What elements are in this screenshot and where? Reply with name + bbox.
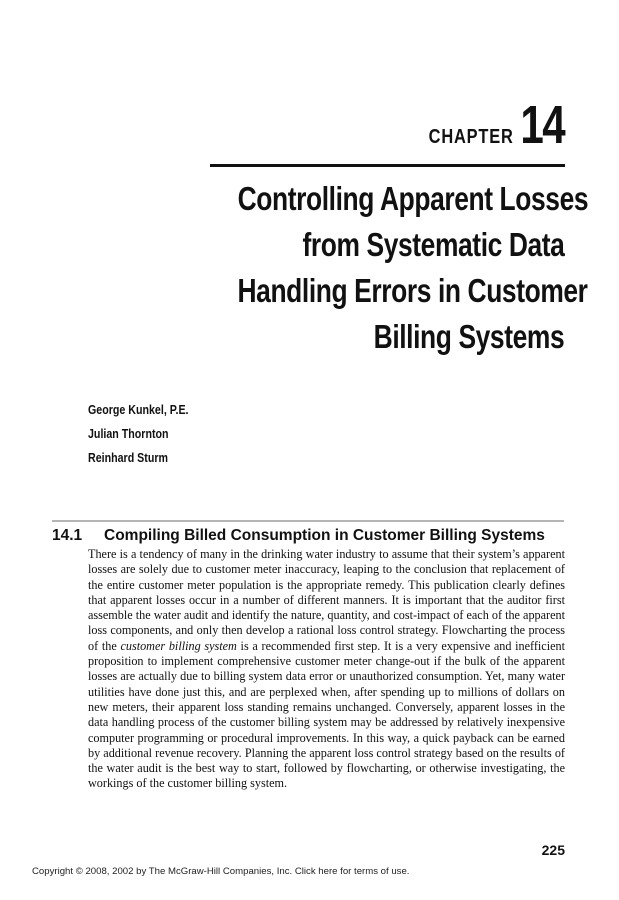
chapter-title-line: Handling Errors in Customer xyxy=(237,272,588,309)
section-title: Compiling Billed Consumption in Customer Billing Systems xyxy=(104,527,545,544)
section-rule xyxy=(52,520,564,522)
chapter-title xyxy=(150,176,589,360)
copyright-footer: Copyright © 2008, 2002 by The McGraw-Hill Companies, Inc. Click here for terms of use. xyxy=(32,866,410,877)
chapter-heading xyxy=(210,95,564,155)
chapter-title-line: from Systematic Data xyxy=(302,226,564,263)
chapter-number: 14 xyxy=(520,95,564,155)
terms-link[interactable]: Click here xyxy=(294,866,338,877)
author-name: Reinhard Sturm xyxy=(88,450,168,465)
author-name: Julian Thornton xyxy=(88,426,169,441)
chapter-title-line: Controlling Apparent Losses xyxy=(237,180,589,217)
chapter-label: CHAPTER xyxy=(428,126,514,148)
author-name: George Kunkel, P.E. xyxy=(88,402,189,417)
page-number: 225 xyxy=(541,842,565,858)
author-list xyxy=(88,400,211,472)
section-number: 14.1 xyxy=(52,527,83,544)
body-paragraph: There is a tendency of many in the drinking water industry to assume that their system’s apparent losses are solely due to customer meter inaccuracy, leaping to the conclusion that replacement of the entire customer meter population is the appropriate remedy. This publication clearly defines that apparent losses occur in a number of different manners. It is important that the auditor first assemble the water audit and identify the nature, quantity, and cost-impact of each of the apparent loss components, and only then develop a rational loss control strategy. Flowcharting the process of the customer billing system is a recommended first step. It is a very expensive and inefficient proposition to implement comprehensive customer meter change-out if the bulk of the apparent losses are actually due to billing system data error or unauthorized consumption. Yet, many water utilities have done just this, and are perplexed when, after spending up to millions of dollars on new meters, their apparent loss standing remains unchanged. Conversely, apparent losses in the data handling process of the customer billing system may be addressed by relatively inexpensive computer programming or procedural improvements. In this way, a quick payback can be earned by additional revenue recovery. Planning the apparent loss control strategy based on the results of the water audit is the best way to start, followed by flowcharting, or otherwise investigating, the workings of the customer billing system. xyxy=(88,547,565,791)
chapter-rule xyxy=(210,164,565,167)
emphasis-term: customer billing system xyxy=(120,638,237,653)
chapter-title-line: Billing Systems xyxy=(373,318,564,355)
section-heading xyxy=(52,526,545,546)
